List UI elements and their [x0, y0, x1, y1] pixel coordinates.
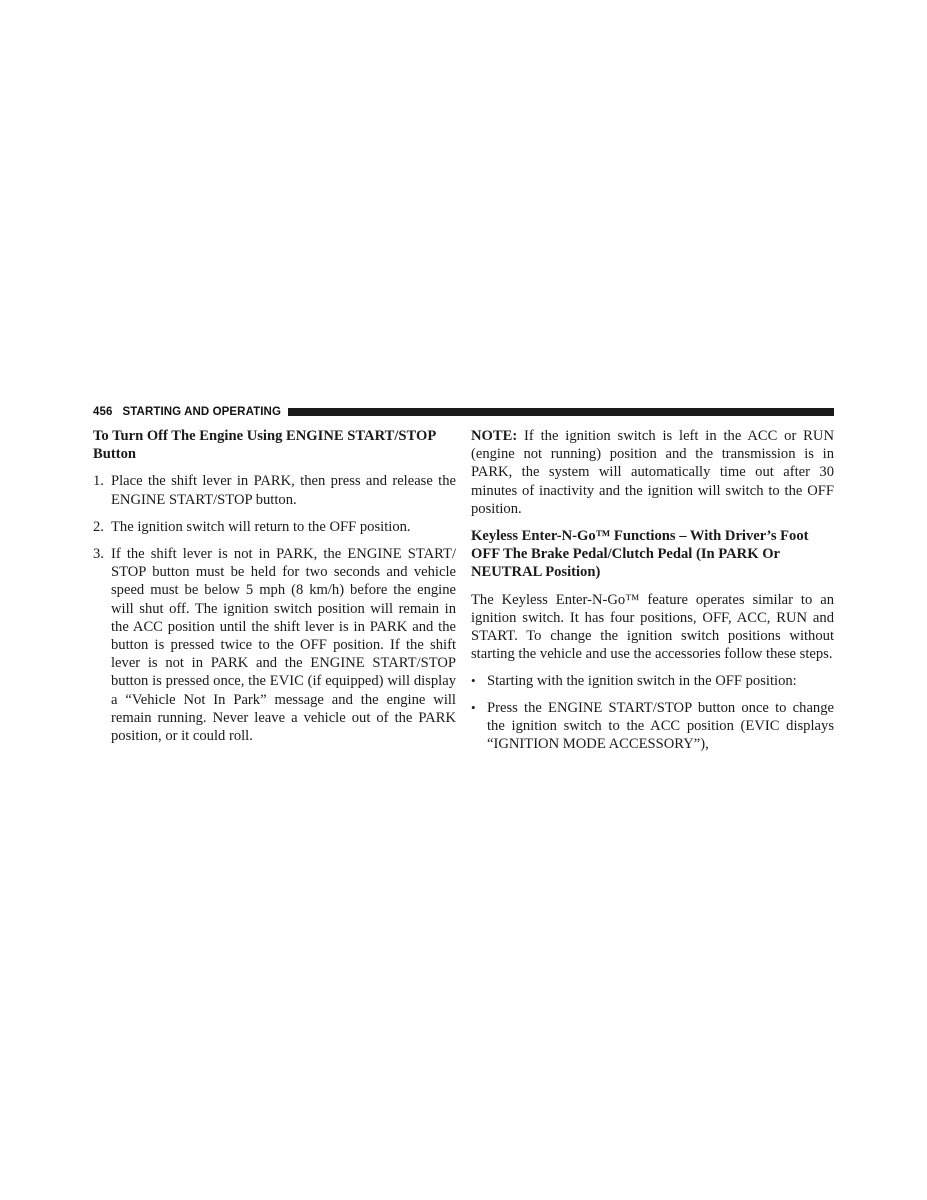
- step-item: [93, 518, 456, 536]
- keyless-intro-paragraph: The Keyless Enter-N-Go™ feature operates similar to an ignition switch. It has four positions, OFF, ACC, RUN and START. To change the ignition switch positions without starting the vehicle and use the accessories follow these steps.: [471, 591, 834, 663]
- step-text: The ignition switch will return to the OFF position.: [111, 518, 411, 535]
- keyless-functions-heading: Keyless Enter-N-Go™ Functions – With Driver’s Foot OFF The Brake Pedal/Clutch Pedal (In PARK Or NEUTRAL Position): [471, 528, 809, 581]
- page-header: [93, 405, 834, 419]
- turn-off-steps: [93, 472, 456, 745]
- page-number: 456: [93, 406, 113, 418]
- bullet-text: Press the ENGINE START/STOP button once to change the ignition switch to the ACC position (EVIC displays “IGNITION MODE ACCESSORY”),: [487, 699, 834, 753]
- note-text: If the ignition switch is left in the ACC or RUN (engine not running) position and the transmission is in PARK, the system will automatically time out after 30 minutes of inactivity and the ignition will switch to the OFF position.: [471, 428, 834, 517]
- left-column: [93, 427, 456, 754]
- bullet-icon: •: [471, 699, 476, 715]
- header-rule: [288, 408, 834, 416]
- step-item: [93, 545, 456, 745]
- note-label: NOTE:: [471, 428, 518, 444]
- step-text: Place the shift lever in PARK, then press and release the ENGINE START/STOP button.: [111, 473, 456, 508]
- step-item: [93, 472, 456, 508]
- bullet-text: Starting with the ignition switch in the OFF position:: [487, 673, 797, 690]
- note-paragraph: [471, 427, 834, 518]
- step-number: 2.: [93, 518, 104, 535]
- bullet-item: [471, 699, 834, 754]
- bullet-icon: •: [471, 673, 476, 689]
- keyless-bullets: [471, 672, 834, 753]
- section-title: STARTING AND OPERATING: [122, 406, 282, 418]
- step-text: If the shift lever is not in PARK, the ENGINE START/ STOP button must be held for two seconds and vehicle speed must be below 5 mph (8 km/h) before the engine will shut off. The ignition switch position will remain in the ACC position until the shift lever is in PARK and the button is pressed twice to the OFF position. If the shift lever is not in PARK and the ENGINE START/STOP button is pressed once, the EVIC (if equipped) will display a “Vehicle Not In Park” message and the engine will remain running. Never leave a vehicle out of the PARK position, or it could roll.: [111, 546, 456, 745]
- bullet-item: [471, 672, 834, 690]
- step-number: 1.: [93, 473, 104, 490]
- step-number: 3.: [93, 546, 104, 563]
- turn-off-heading: To Turn Off The Engine Using ENGINE START/STOP Button: [93, 428, 436, 463]
- right-column: [471, 427, 834, 761]
